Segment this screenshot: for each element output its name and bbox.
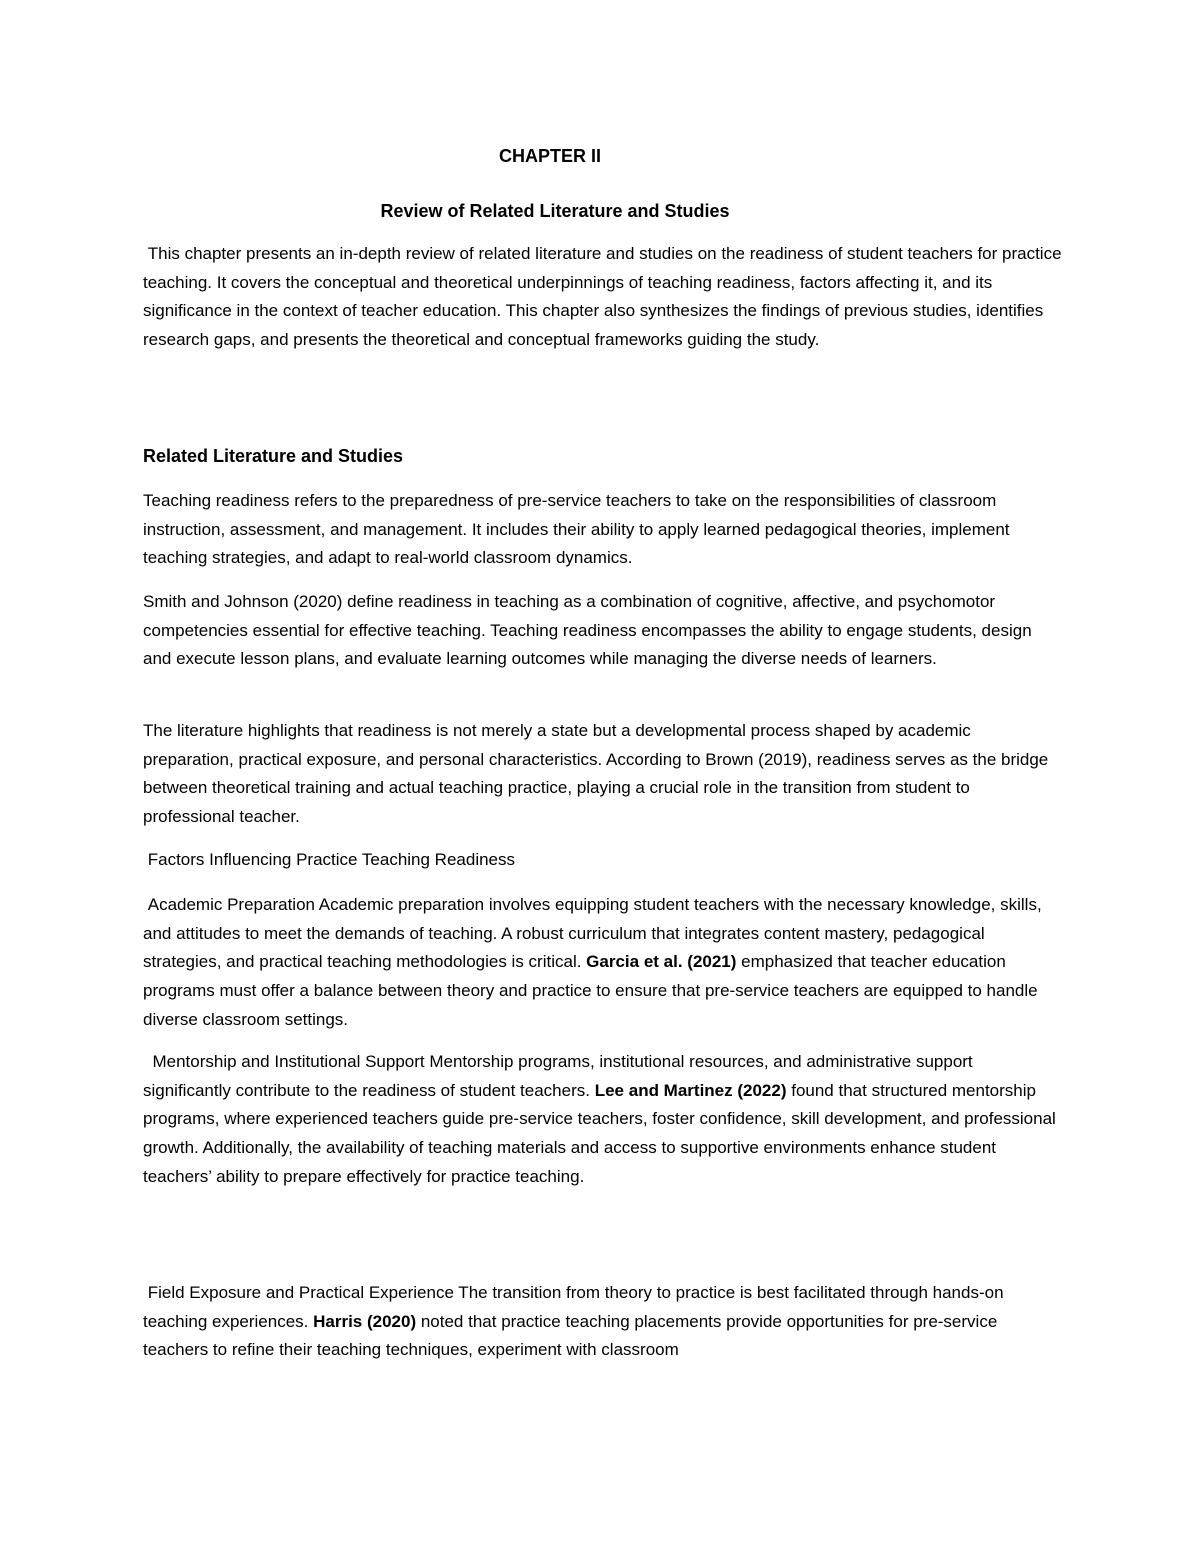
field-text-after: noted that practice teaching placements provide opportunities for pre-service teachers to refine their teaching techniques, experiment with classroom [143, 1311, 1003, 1360]
factors-heading: Factors Influencing Practice Teaching Readiness [143, 850, 516, 869]
academic-text-before: Academic Preparation Academic preparation involves equipping student teachers with the necessary knowledge, skills, and attitudes to meet the demands of teaching. A robust curriculum that integrates content mastery, pedagogical strategies, and practical teaching methodologies is critical. [143, 895, 1047, 972]
smith-johnson-paragraph: Smith and Johnson (2020) define readiness in teaching as a combination of cognitive, affective, and psychomotor competencies essential for effective teaching. Teaching readiness encompasses the ability to engage students, design and execute lesson plans, and evaluate learning outcomes while managing the diverse needs of learners. [143, 592, 1037, 669]
mentorship-paragraph [143, 1048, 1063, 1192]
intro-paragraph: This chapter presents an in-depth review of related literature and studies on the readiness of student teachers for practice teaching. It covers the conceptual and theoretical underpinnings of teaching readiness, factors affecting it, and its significance in the context of teacher education. This chapter also synthesizes the findings of previous studies, identifies research gaps, and presents the theoretical and conceptual frameworks guiding the study. [143, 244, 1067, 350]
mentorship-text-after: found that structured mentorship programs, where experienced teachers guide pre-service teachers, foster confidence, skill development, and professional growth. Additionally, the availability of teaching materials and access to supportive environments enhance student teachers’ ability to prepare effectively for practice teaching. [143, 1080, 1061, 1186]
definition-paragraph: Teaching readiness refers to the preparedness of pre-service teachers to take on the responsibilities of classroom instruction, assessment, and management. It includes their ability to apply learned pedagogical theories, implement teaching strategies, and adapt to real-world classroom dynamics. [143, 491, 1015, 568]
field-exposure-paragraph [143, 1279, 1063, 1365]
literature-paragraph: The literature highlights that readiness is not merely a state but a developmental process shaped by academic preparation, practical exposure, and personal characteristics. According to Brown (2019), readiness serves as the bridge between theoretical training and actual teaching practice, playing a crucial role in the transition from student to professional teacher. [143, 721, 1053, 827]
lee-martinez-citation: Lee and Martinez (2022) [594, 1080, 787, 1100]
academic-preparation-paragraph [143, 891, 1063, 1035]
section-heading: Related Literature and Studies [143, 446, 404, 466]
chapter-label: CHAPTER II [498, 146, 601, 166]
field-text-before: Field Exposure and Practical Experience The transition from theory to practice is best facilitated through hands-on teaching experiences. [143, 1283, 1009, 1331]
harris-citation: Harris (2020) [313, 1311, 417, 1331]
garcia-citation: Garcia et al. (2021) [586, 952, 737, 972]
chapter-title: Review of Related Literature and Studies [380, 201, 730, 221]
mentorship-text-before: Mentorship and Institutional Support Mentorship programs, institutional resources, and administrative support significantly contribute to the readiness of student teachers. [143, 1052, 978, 1100]
academic-text-after: emphasized that teacher education programs must offer a balance between theory and practice to ensure that pre-service teachers are equipped to handle diverse classroom settings. [143, 952, 1043, 1029]
